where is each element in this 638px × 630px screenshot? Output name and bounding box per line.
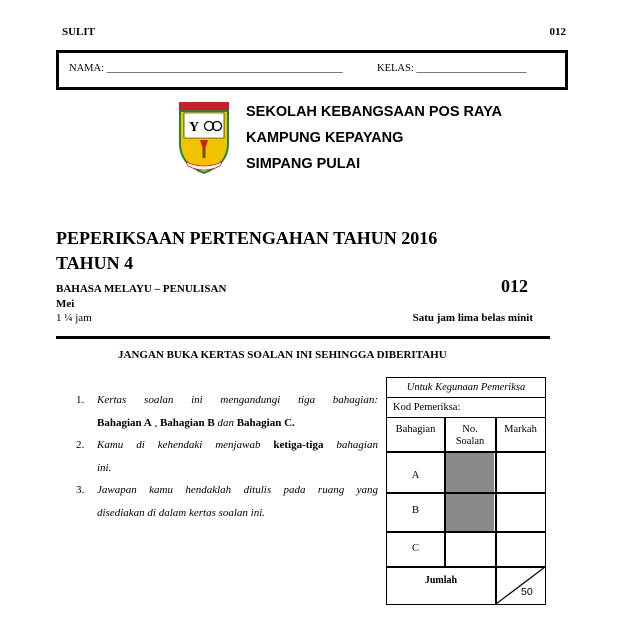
school-name-line1: SEKOLAH KEBANGSAAN POS RAYA [246, 104, 502, 120]
exam-month: Mei [56, 298, 75, 310]
header-code: 012 [549, 26, 566, 38]
warning-notice: JANGAN BUKA KERTAS SOALAN INI SEHINGGA DIBERITAHU [118, 349, 447, 361]
subject-name: BAHASA MELAYU – PENULISAN [56, 283, 227, 295]
exam-title: PEPERIKSAAN PERTENGAHAN TAHUN 2016 [56, 228, 438, 248]
duration-words: Satu jam lima belas minit [412, 312, 533, 324]
school-crest-logo [176, 100, 232, 178]
examiner-table-heading: Untuk Kegunaan Pemeriksa [387, 378, 545, 398]
exam-year-level: TAHUN 4 [56, 253, 134, 273]
examiner-table [386, 377, 546, 605]
examiner-code-label: Kod Pemeriksa: [387, 398, 545, 418]
row-divider [387, 531, 545, 533]
col-soalan: Soalan [455, 436, 485, 447]
row-a-label: A [411, 470, 420, 481]
col-bahagian: Bahagian [395, 424, 436, 435]
row-divider [387, 492, 545, 494]
row-c-label: C [411, 543, 419, 554]
instruction-3: 3. Jawapan kamu hendaklah ditulis pada ruang yang disediakan di dalam kertas soalan ini. [76, 484, 378, 519]
duration: 1 ¼ jam [56, 312, 92, 324]
col-no: No. [462, 424, 478, 435]
divider [56, 336, 550, 339]
total-value: 50 [521, 586, 533, 598]
name-field[interactable]: NAMA: _____________________________________________ [69, 63, 343, 74]
instruction-2: 2. Kamu di kehendaki menjawab ketiga-tiga bahagian ini. [76, 439, 378, 474]
school-name-line2: KAMPUNG KEPAYANG [246, 130, 404, 146]
paper-code: 012 [501, 276, 528, 296]
row-b-label: B [411, 505, 419, 516]
total-label: Jumlah [424, 575, 458, 586]
col-markah: Markah [504, 424, 537, 435]
instruction-1: 1. Kertas soalan ini mengandungi tiga bahagian: Bahagian A , Bahagian B dan Bahagian C. [76, 394, 378, 429]
svg-text:Y: Y [189, 120, 200, 135]
instructions-list [76, 389, 378, 524]
school-name-line3: SIMPANG PULAI [246, 156, 361, 172]
header-sulit: SULIT [62, 26, 96, 38]
class-field[interactable]: KELAS: _____________________ [377, 63, 527, 74]
name-class-box [56, 50, 568, 90]
